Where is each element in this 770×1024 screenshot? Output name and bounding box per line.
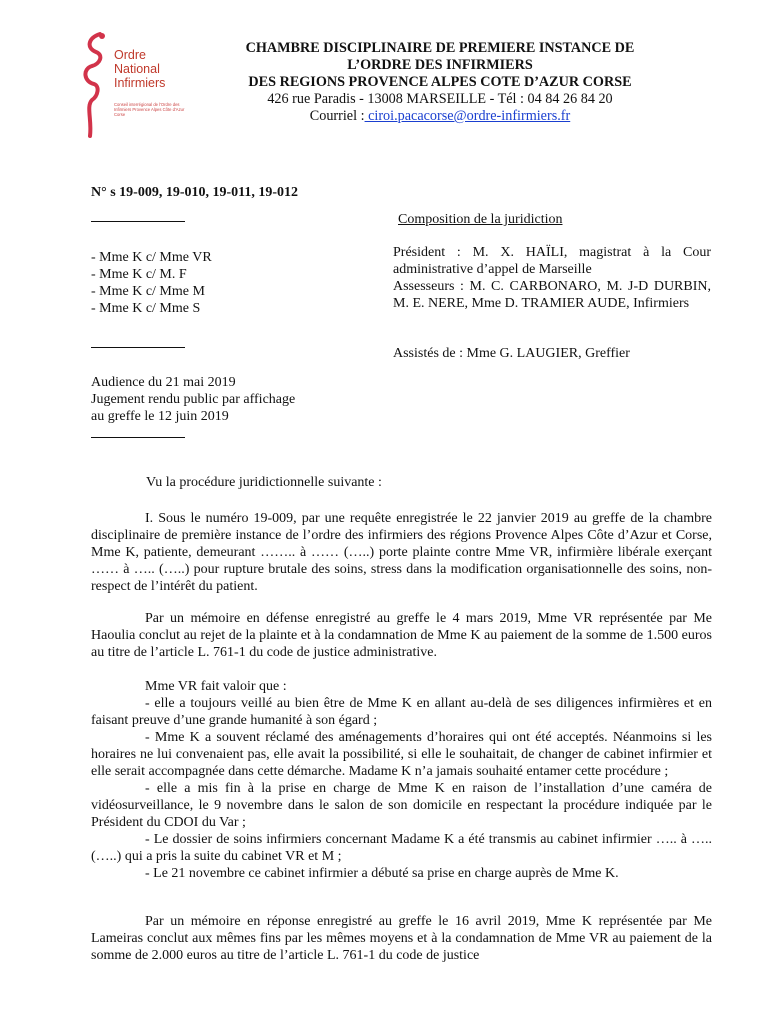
argument-item: - elle a toujours veillé au bien être de Mme K en allant au-delà de ses diligences infirmières et en faisant preuve d’une grande humanité à son égard ; — [91, 696, 712, 728]
header-line-1: CHAMBRE DISCIPLINAIRE DE PREMIERE INSTANCE DE — [245, 40, 635, 56]
argument-item: - elle a mis fin à la prise en charge de Mme K en raison de l’installation d’une caméra de vidéosurveillance, le 9 novembre dans le salon de son domicile en respectant la procédure indiquée par le Président du CDOI du Var ; — [91, 781, 712, 830]
party-item: - Mme K c/ M. F — [91, 267, 187, 282]
hearing-info — [91, 374, 391, 425]
logo-wordmark — [114, 48, 165, 90]
paragraph-1: I. Sous le numéro 19-009, par une requête enregistrée le 22 janvier 2019 au greffe de la chambre disciplinaire de première instance de l’ordre des infirmiers des régions Provence Alpes Côte d’Azur et Corse, Mme K, patiente, demeurant …….. à …… (…..) porte plainte contre Mme VR, infirmière libérale exerçant …… à ….. (…..) pour rupture brutale des soins, stress dans la modification organisationnelle des soins, non-respect de l’intérêt du patient. — [91, 511, 712, 594]
hearing-date: Audience du 21 mai 2019 — [91, 375, 236, 390]
court-header — [210, 40, 670, 125]
logo-tagline: Conseil interrégional de l'Ordre des Infirmiers Provence Alpes Côte d'Azur Corse — [114, 102, 185, 117]
divider — [91, 437, 185, 438]
email-link[interactable]: ciroi.pacacorse@ordre-infirmiers.fr — [364, 108, 571, 124]
header-email-line — [210, 108, 670, 125]
paragraph-3-intro: Mme VR fait valoir que : — [145, 679, 287, 694]
argument-item: - Le dossier de soins infirmiers concernant Madame K a été transmis au cabinet infirmier ….. à ….. (…..) qui a pris la suite du cabinet VR et M ; — [91, 832, 712, 864]
paragraph-4: Par un mémoire en réponse enregistré au greffe le 16 avril 2019, Mme K représentée par Me Lameiras conclut aux mêmes fins par les mêmes moyens et à la condamnation de Mme VR au paiement de la somme de 2.000 euros au titre de l’article L. 761-1 du code de justice — [91, 914, 712, 963]
ordre-infirmiers-logo — [70, 30, 200, 140]
logo-ribbon-icon — [70, 30, 116, 140]
party-item: - Mme K c/ Mme VR — [91, 250, 212, 265]
argument-item: - Le 21 novembre ce cabinet infirmier a débuté sa prise en charge auprès de Mme K. — [145, 866, 619, 881]
email-label: Courriel : — [309, 108, 365, 124]
composition-assessors: Assesseurs : M. C. CARBONARO, M. J-D DURBIN, M. E. NERE, Mme D. TRAMIER AUDE, Infirmiers — [393, 279, 711, 311]
header-address: 426 rue Paradis - 13008 MARSEILLE - Tél : 04 84 26 84 20 — [267, 91, 613, 107]
composition-assisted: Assistés de : Mme G. LAUGIER, Greffier — [393, 346, 630, 361]
paragraph-2: Par un mémoire en défense enregistré au greffe le 4 mars 2019, Mme VR représentée par Me Haoulia conclut au rejet de la plainte et à la condamnation de Mme K au paiement de la somme de 1.500 euros au titre de l’article L. 761-1 du code de justice administrative. — [91, 611, 712, 660]
party-item: - Mme K c/ Mme S — [91, 301, 201, 316]
paragraph-3 — [91, 678, 712, 882]
case-numbers: N° s 19-009, 19-010, 19-011, 19-012 — [91, 185, 299, 200]
divider — [91, 347, 185, 348]
header-line-2: L’ORDRE DES INFIRMIERS — [347, 57, 533, 73]
composition-title: Composition de la juridiction — [398, 212, 563, 227]
composition-president: Président : M. X. HAÏLI, magistrat à la Cour administrative d’appel de Marseille — [393, 245, 711, 277]
logo-line-2: National — [114, 62, 160, 76]
parties-list — [91, 249, 351, 317]
procedure-intro: Vu la procédure juridictionnelle suivante : — [146, 475, 382, 490]
logo-line-3: Infirmiers — [114, 76, 166, 90]
judgment-public: Jugement rendu public par affichage — [91, 392, 296, 407]
header-line-3: DES REGIONS PROVENCE ALPES COTE D’AZUR CORSE — [248, 74, 632, 90]
judgment-date: au greffe le 12 juin 2019 — [91, 409, 229, 424]
divider — [91, 221, 185, 222]
party-item: - Mme K c/ Mme M — [91, 284, 205, 299]
logo-line-1: Ordre — [114, 48, 146, 62]
argument-item: - Mme K a souvent réclamé des aménagements d’horaires qui ont été acceptés. Néanmoins si les horaires ne lui convenaient pas, elle avait la possibilité, si elle le souhaitait, de changer de cabinet infirmier et elle serait accompagnée dans cette démarche. Madame K n’a jamais souhaité entamer cette procédure ; — [91, 730, 712, 779]
